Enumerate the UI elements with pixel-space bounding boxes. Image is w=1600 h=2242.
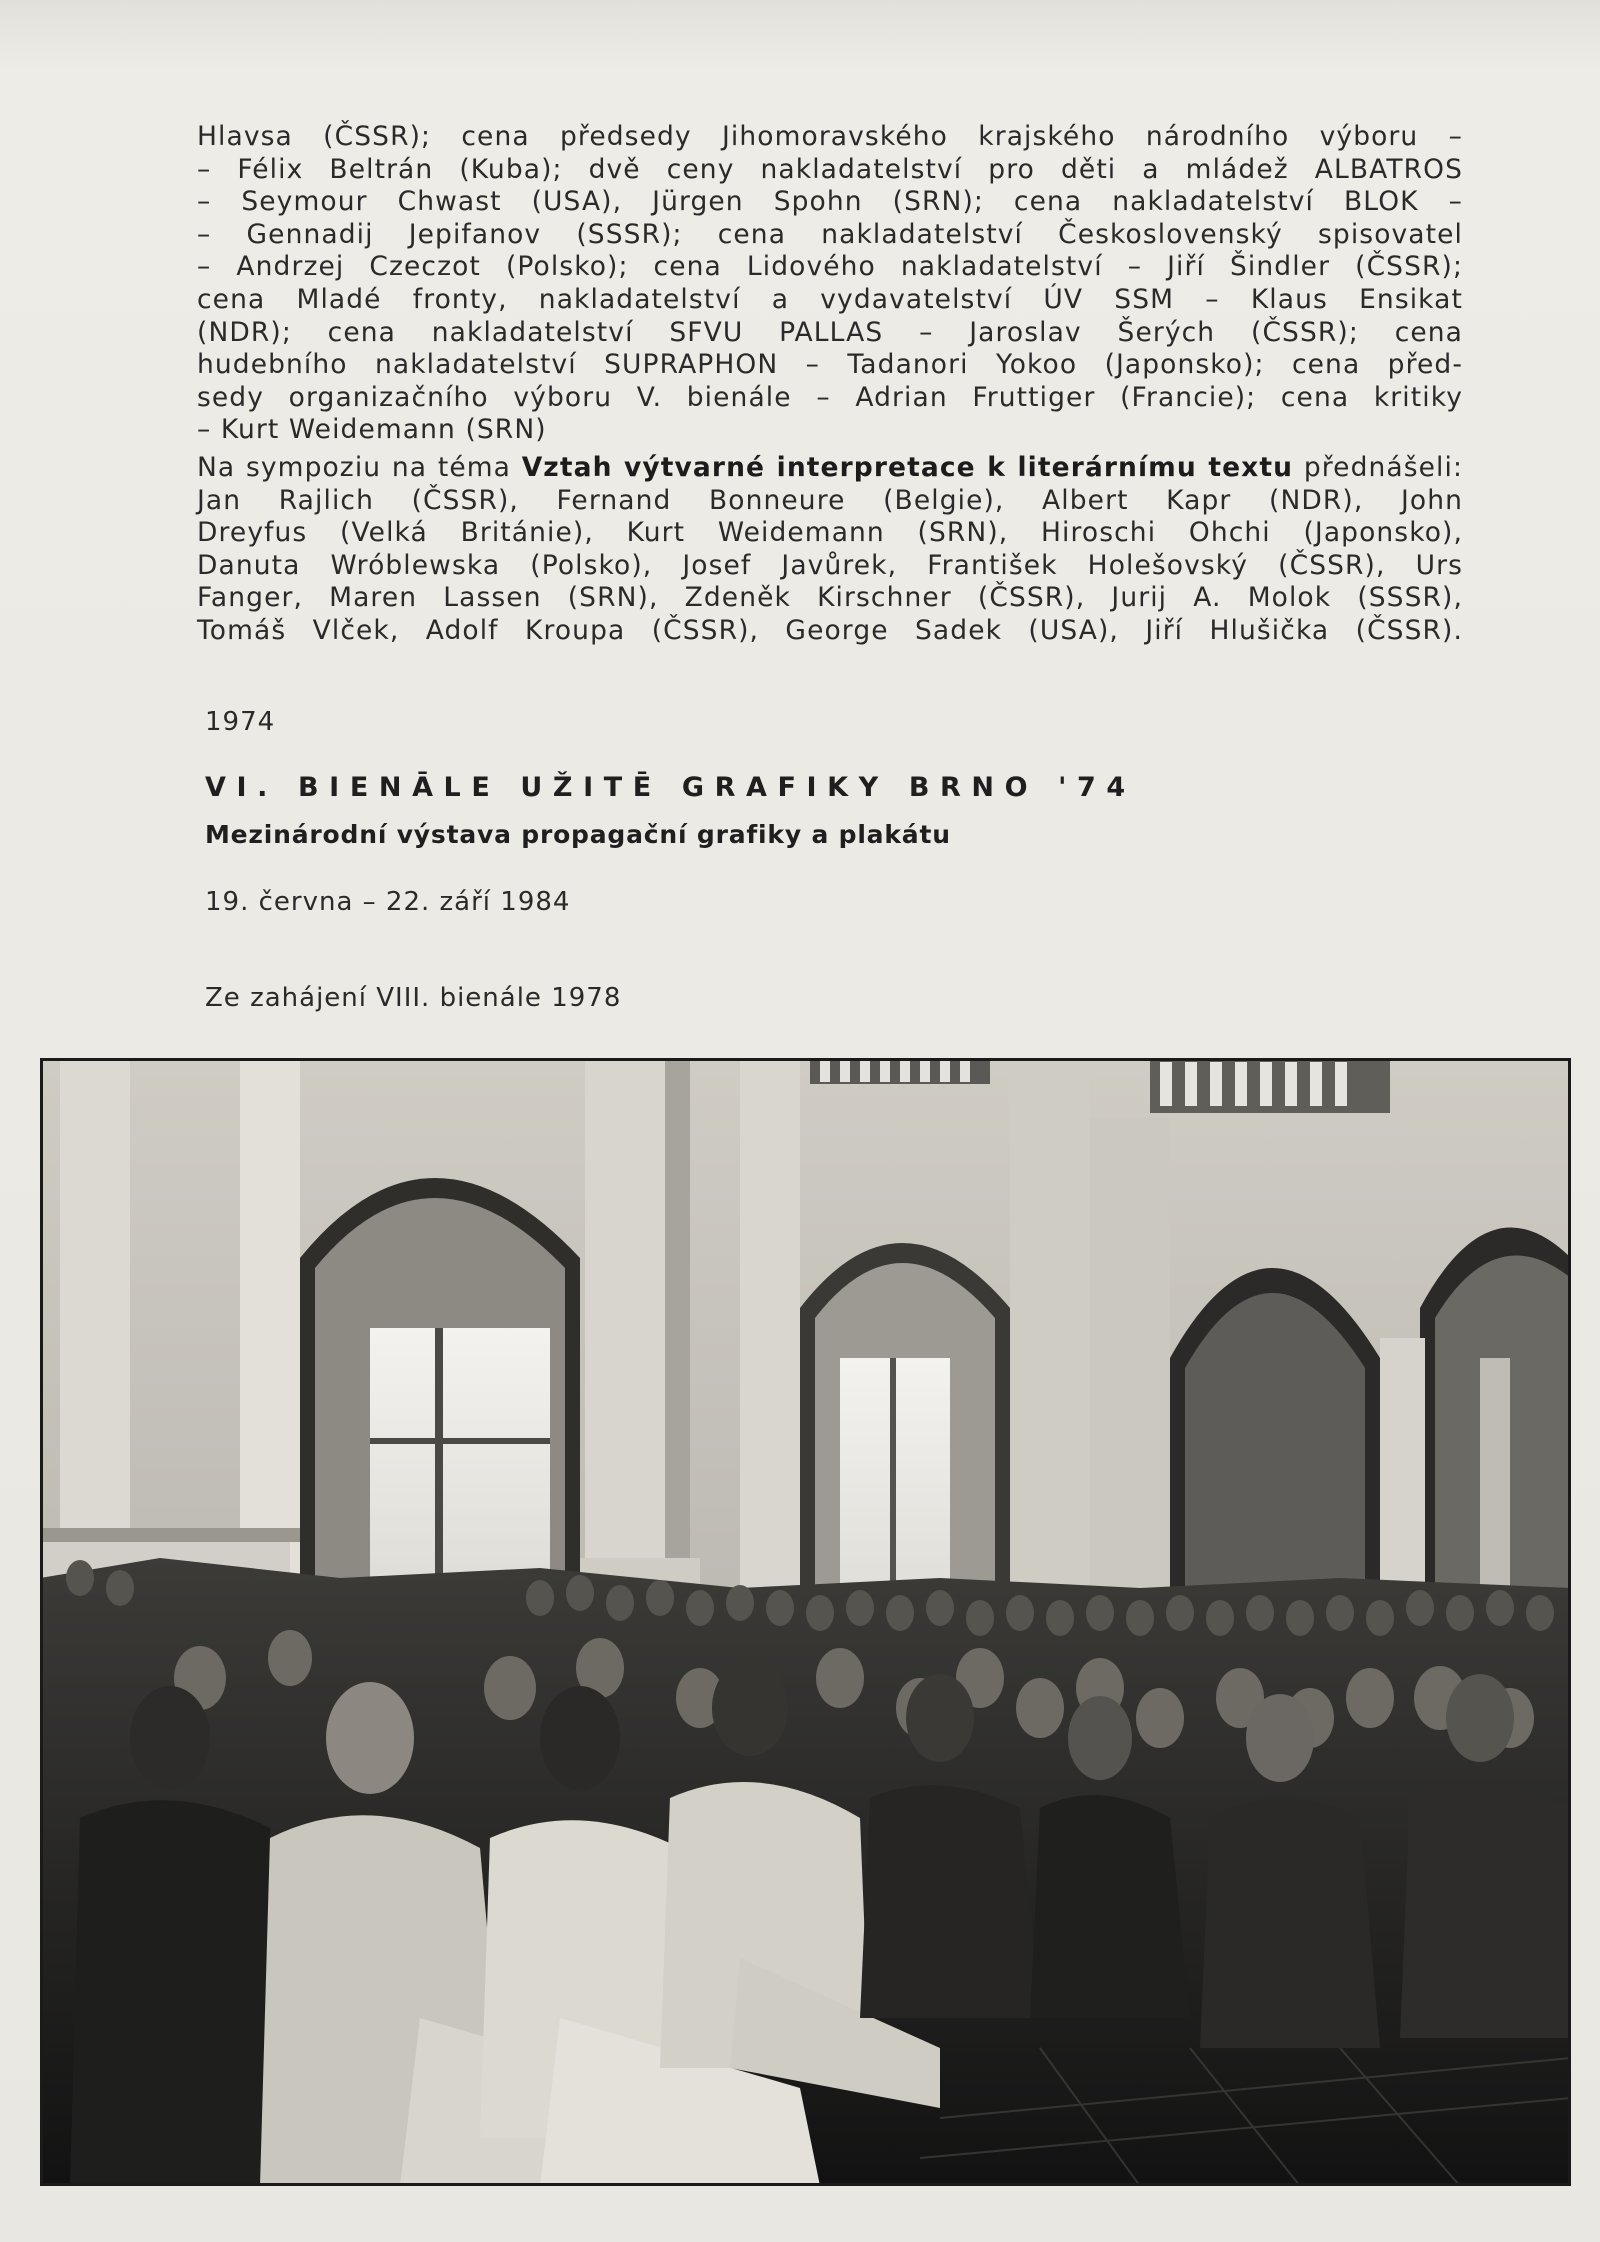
event-year: 1974	[205, 707, 276, 737]
symposium-line: Dreyfus (Velká Británie), Kurt Weidemann (SRN), Hiroschi Ohchi (Japonsko),	[197, 517, 1463, 549]
awards-line: – Gennadij Jepifanov (SSSR); cena nakladatelství Československý spisovatel	[197, 218, 1463, 250]
event-dates: 19. června – 22. září 1984	[205, 887, 571, 917]
awards-paragraph	[197, 121, 1463, 447]
symposium-after-topic: přednášeli:	[1293, 452, 1463, 483]
event-subtitle: Mezinárodní výstava propagační grafiky a plakátu	[205, 820, 951, 849]
symposium-line: Danuta Wróblewska (Polsko), Josef Javůrek, František Holešovský (ČSSR), Urs	[197, 549, 1463, 581]
awards-line: cena Mladé fronty, nakladatelství a vydavatelství ÚV SSM – Klaus Ensikat	[197, 283, 1463, 315]
awards-line: – Seymour Chwast (USA), Jürgen Spohn (SRN); cena nakladatelství BLOK –	[197, 186, 1463, 218]
symposium-line: Tomáš Vlček, Adolf Kroupa (ČSSR), George Sadek (USA), Jiří Hlušička (ČSSR).	[197, 614, 1463, 646]
awards-line: – Andrzej Czeczot (Polsko); cena Lidového nakladatelství – Jiří Šindler (ČSSR);	[197, 251, 1463, 283]
awards-line: – Félix Beltrán (Kuba); dvě ceny nakladatelství pro děti a mládež ALBATROS	[197, 153, 1463, 185]
awards-line: hudebního nakladatelství SUPRAPHON – Tadanori Yokoo (Japonsko); cena před-	[197, 349, 1463, 381]
audience-photo	[40, 1058, 1571, 2186]
symposium-line: Fanger, Maren Lassen (SRN), Zdeněk Kirschner (ČSSR), Jurij A. Molok (SSSR),	[197, 582, 1463, 614]
symposium-intro-line	[197, 452, 1463, 485]
page-edge-shadow	[0, 0, 1600, 70]
photo-caption: Ze zahájení VIII. bienále 1978	[205, 983, 622, 1013]
awards-line: Hlavsa (ČSSR); cena předsedy Jihomoravského krajského národního výboru –	[197, 121, 1463, 152]
audience-photo-illustration	[40, 1058, 1571, 2186]
symposium-line: Jan Rajlich (ČSSR), Fernand Bonneure (Belgie), Albert Kapr (NDR), John	[197, 484, 1463, 516]
awards-line: sedy organizačního výboru V. bienále – Adrian Fruttiger (Francie); cena kritiky	[197, 381, 1463, 413]
awards-line: – Kurt Weidemann (SRN)	[197, 414, 547, 446]
awards-line: (NDR); cena nakladatelství SFVU PALLAS – Jaroslav Šerých (ČSSR); cena	[197, 316, 1463, 348]
symposium-paragraph	[197, 452, 1463, 648]
event-title: VI. BIENĀLE UŽITĒ GRAFIKY BRNO '74	[205, 772, 1136, 803]
symposium-intro: Na sympoziu na téma	[197, 452, 522, 483]
symposium-topic: Vztah výtvarné interpretace k literárnímu textu	[521, 452, 1294, 483]
